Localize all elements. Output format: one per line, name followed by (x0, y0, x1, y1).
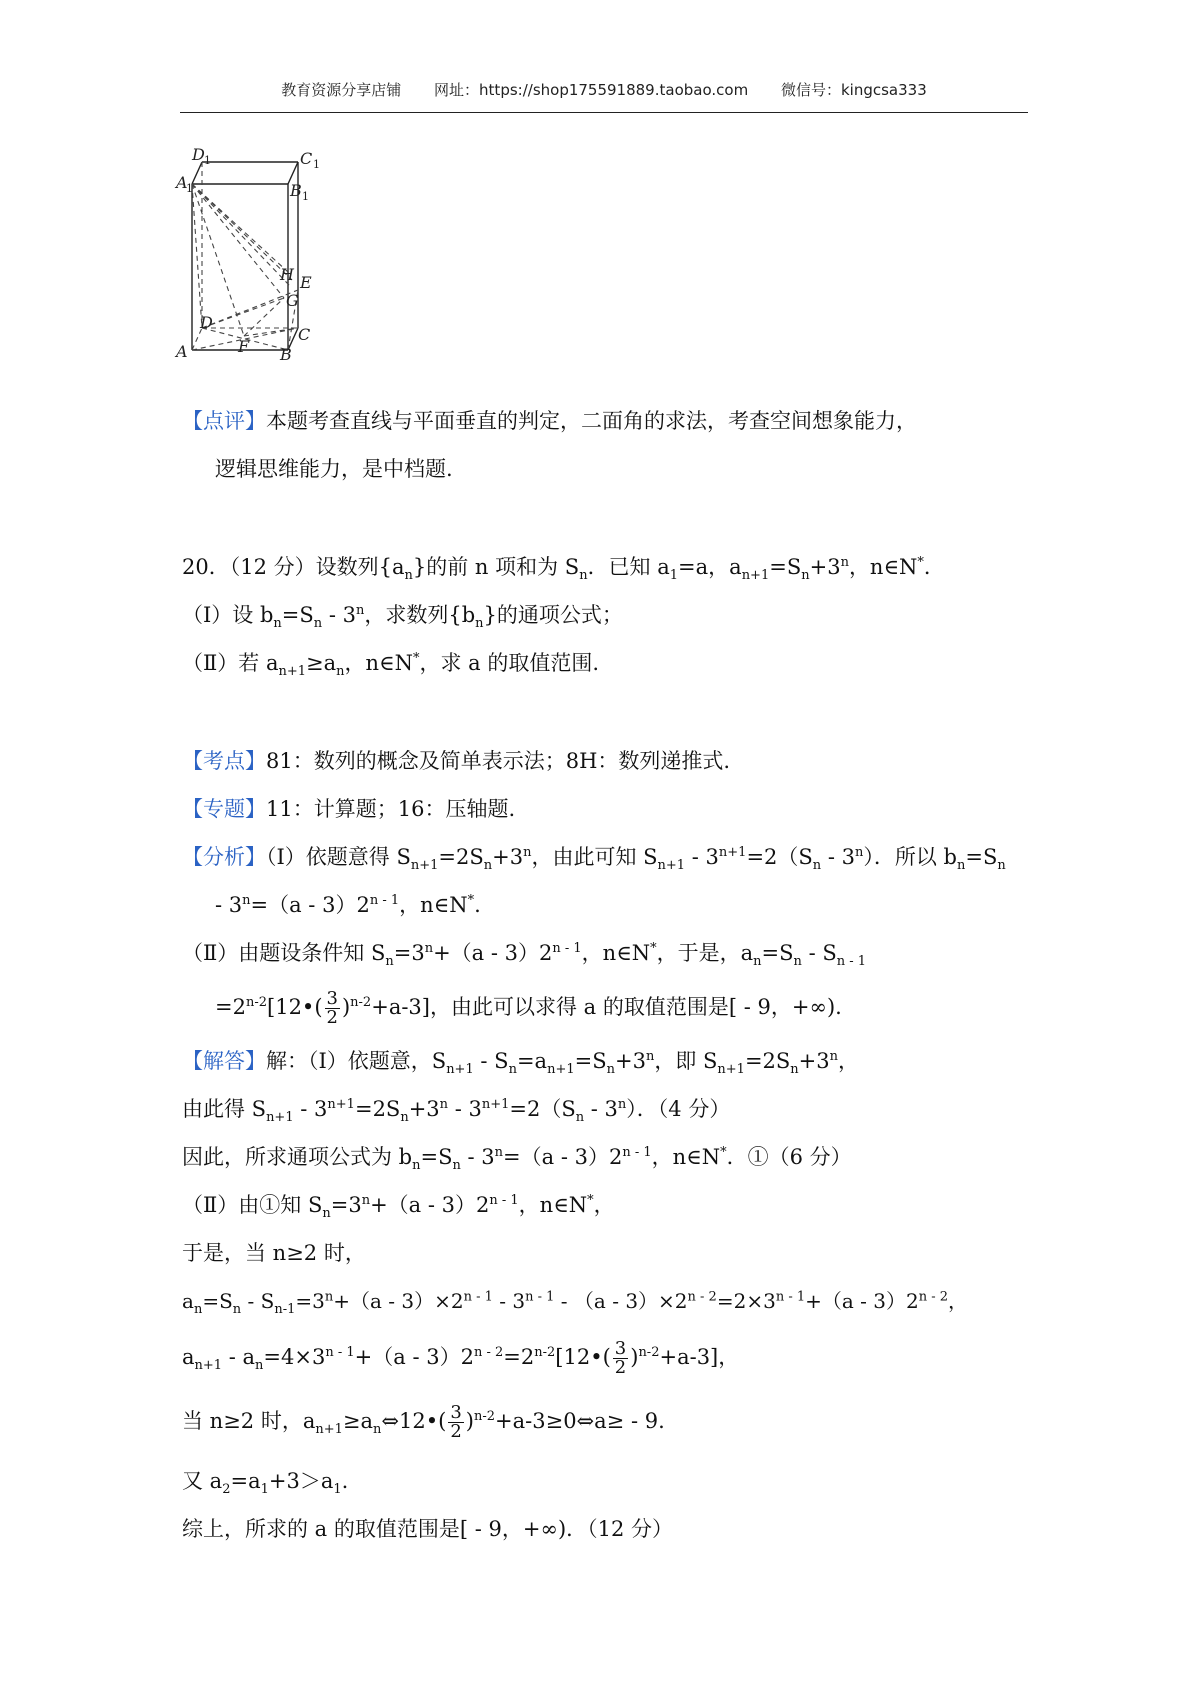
label-H: H (280, 265, 294, 284)
label-A: A (176, 342, 188, 361)
prism-figure (176, 145, 370, 395)
fenxi-line-4: $=2^{n-2}[12•$( $\frac{3}{2}$ )$^{n-2}$+a-3]，由此可以求得 a 的取值范围是[ - 9，+∞). (215, 988, 842, 1028)
problem-part-2: （Ⅱ）若 $a_{n+1}\ge a_n$，n∈N*，求 a 的取值范围. (182, 651, 600, 680)
label-D: D (200, 313, 213, 332)
fenxi-line-2: - $3^n=(a - 3)2^{n - 1}$，n∈N*. (215, 893, 481, 917)
label-C1: C (300, 149, 313, 168)
review-line-1: 【点评】本题考查直线与平面垂直的判定，二面角的求法，考查空间想象能力， (182, 409, 917, 433)
jieda-line-1: 【解答】解：（Ⅰ）依题意，$S_{n+1} - S_n=a_{n+1}=S_n+3^n$，即 $S_{n+1}=2S_n+3^n$， (182, 1049, 859, 1078)
jieda-line-6: $a_n=S_n - S_{n-1}=3^n+(a - 3)\times 2^{n - 1} - 3^{n - 1} - (a - 3)\times 2^{n - 2}=2\times 3^{n - 1}+(a - 3)2^{n - 2}$， (182, 1289, 969, 1317)
prism-diagram (176, 145, 370, 395)
problem-part-1: （Ⅰ）设 $b_n=S_n - 3^n$，求数列$\{b_n\}$的通项公式； (182, 603, 623, 632)
fraction-3-2: $\frac{3}{2}$ (326, 988, 338, 1028)
review-line-2: 逻辑思维能力，是中档题. (215, 457, 453, 481)
jieda-line-8: 当 n≥2 时，$a_{n+1}\ge a_n\Leftrightarrow 12•$( $\frac{3}{2}$ )$^{n-2}$+a-3≥0⇔a≥ - 9. (182, 1402, 665, 1442)
label-B1: B (290, 181, 302, 200)
svg-text:1: 1 (204, 154, 211, 167)
jieda-line-4: （Ⅱ）由①知 $S_n=3^n+(a - 3)2^{n - 1}$，n∈N*， (182, 1193, 615, 1222)
jieda-line-9: 又 $a_2=a_1+3>a_1$. (182, 1469, 349, 1498)
shop-name: 教育资源分享店铺 (281, 81, 402, 99)
zhuanti-line: 【专题】11：计算题；16：压轴题. (182, 797, 516, 821)
fenxi-line-1: 【分析】（Ⅰ）依题意得 $S_{n+1}=2S_n+3^n$，由此可知 $S_{n+1} - 3^{n+1}=2(S_n - 3^n)$．所以 $b_n=S_n$ (182, 845, 1006, 874)
page-header (180, 78, 1028, 113)
jieda-line-5: 于是，当 n≥2 时， (182, 1241, 366, 1265)
label-G: G (286, 291, 299, 310)
shop-url: 网址：https://shop175591889.taobao.com (434, 81, 749, 99)
svg-text:1: 1 (186, 182, 193, 195)
label-C: C (298, 325, 311, 344)
jieda-line-10: 综上，所求的 a 的取值范围是[ - 9，+∞)．（12 分） (182, 1517, 674, 1541)
jieda-line-7: $a_{n+1} - a_n=4\times 3^{n - 1}+(a$ - $3)2^{n - 2}=2^{n-2}[12•$( $\frac{3}{2}$ )$^{n-2}$+a-3]， (182, 1338, 740, 1378)
fenxi-line-3: （Ⅱ）由题设条件知 $S_n=3^n+(a - 3)2^{n - 1}$，n∈N*，于是，$a_n=S_n - S_{n - 1}$ (182, 941, 867, 970)
kaodian-tag: 【考点】 (182, 749, 266, 773)
label-F: F (238, 337, 250, 356)
wechat-id: 微信号：kingcsa333 (780, 81, 927, 99)
label-E: E (300, 273, 312, 292)
label-D1: D (192, 145, 205, 164)
problem-stem: 20．（12 分）设数列$\{a_n\}$的前 n 项和为 $S_n$．已知 $a_1=a$，$a_{n+1}=S_n+3^n$，n∈N*． (182, 555, 945, 584)
svg-text:1: 1 (302, 190, 309, 203)
review-tag: 【点评】 (182, 409, 266, 433)
jieda-line-2: 由此得 $S_{n+1} - 3^{n+1}=2S_n+3^n - 3^{n+1}=2(S_n - 3^n)$．（4 分） (182, 1097, 731, 1126)
kaodian-line: 【考点】81：数列的概念及简单表示法；8H：数列递推式. (182, 749, 731, 773)
zhuanti-tag: 【专题】 (182, 797, 266, 821)
label-A1: A (176, 173, 188, 192)
fraction-3-2: $\frac{3}{2}$ (614, 1338, 627, 1378)
fraction-3-2: $\frac{3}{2}$ (450, 1402, 462, 1442)
label-B: B (280, 345, 292, 364)
svg-text:1: 1 (313, 158, 320, 171)
jieda-line-3: 因此，所求通项公式为 $b_n=S_n - 3^n=(a - 3)2^{n - 1}$，n∈N*．①（6 分） (182, 1145, 852, 1174)
jieda-tag: 【解答】 (182, 1049, 266, 1073)
fenxi-tag: 【分析】 (182, 845, 266, 869)
